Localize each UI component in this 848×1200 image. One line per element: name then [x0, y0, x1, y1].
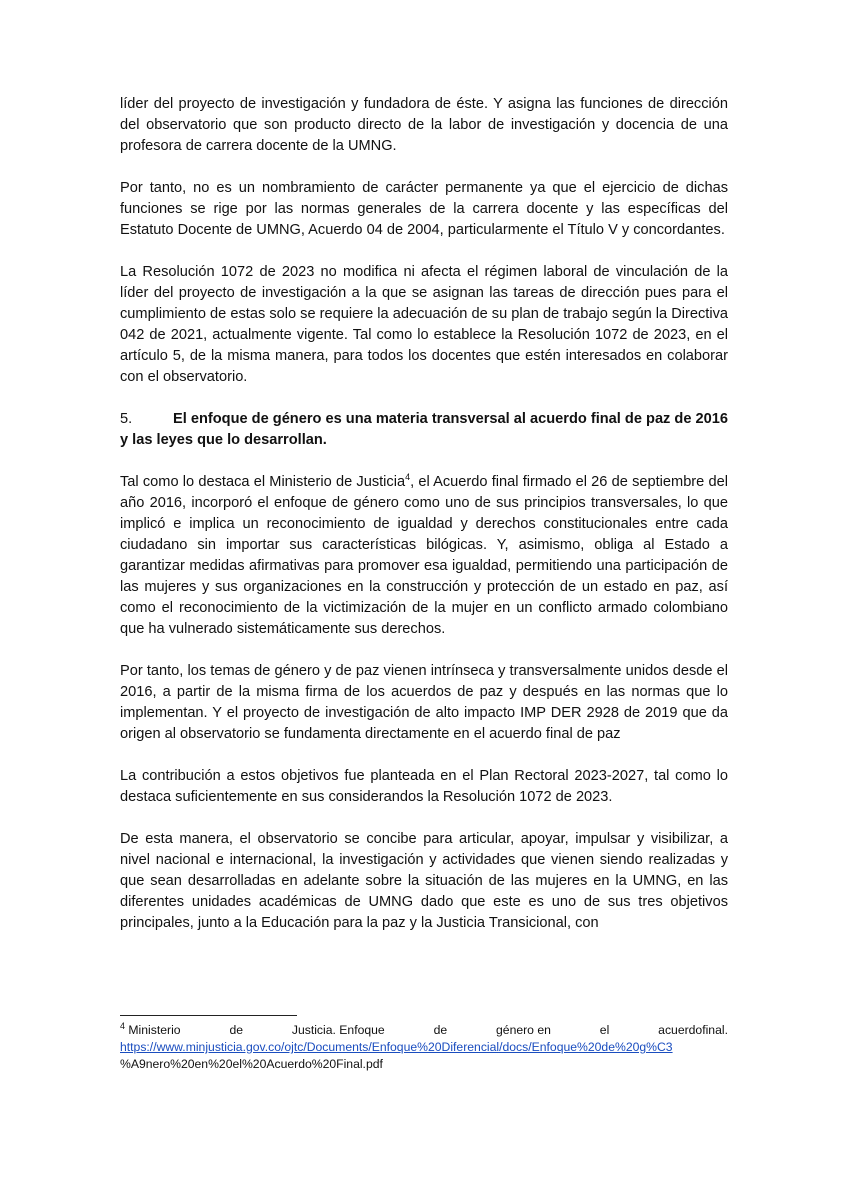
footnote-word: de: [433, 1023, 448, 1037]
paragraph-3: La Resolución 1072 de 2023 no modifica ni afecta el régimen laboral de vinculación de la líder del proyecto de investigación a la que se asignan las tareas de dirección pues para el cumplimiento de estas solo se requiere la adecuación de su plan de trabajo según la Directiva 042 de 2021, actualmente vigente. Tal como lo establece la Resolución 1072 de 2023, en el artículo 5, de la misma manera, para todos los docentes que estén interesados en colaborar con el observatorio.: [120, 264, 728, 385]
section-heading-5: [120, 409, 728, 451]
footnote-number: 4: [120, 1020, 126, 1031]
paragraph-2: Por tanto, no es un nombramiento de carácter permanente ya que el ejercicio de dichas funciones se rige por las normas generales de la carrera docente y las específicas del Estatuto Docente de UMNG, Acuerdo 04 de 2004, particularmente el Título V y concordantes.: [120, 180, 728, 238]
footnote-link[interactable]: https://www.minjusticia.gov.co/ojtc/Documents/Enfoque%20Diferencial/docs/Enfoque%20de%20g%C3: [120, 1040, 673, 1054]
paragraph-7: De esta manera, el observatorio se concibe para articular, apoyar, impulsar y visibilizar, a nivel nacional e internacional, la investigación y actividades que vienen siendo realizadas y que sean desarrolladas en adelante sobre la situación de las mujeres en la UMNG, en las diferentes unidades académicas de UMNG dado que este es uno de sus tres objetivos principales, junto a la Educación para la paz y la Justicia Transicional, con: [120, 831, 728, 931]
footnote-word: $^4$ Ministerio: [120, 1020, 181, 1037]
footnote-citation: [120, 1022, 728, 1039]
section-title: El enfoque de género es una materia transversal al acuerdo final de paz de 2016 y las leyes que lo desarrollan.: [120, 411, 728, 448]
footnote-reference[interactable]: 4: [405, 472, 411, 483]
footnote-word: el: [599, 1023, 610, 1037]
footnote-word: acuerdofinal.: [658, 1023, 728, 1037]
paragraph-1: líder del proyecto de investigación y fundadora de éste. Y asigna las funciones de dirección del observatorio que son producto directo de la labor de investigación y docencia de una profesora de carrera docente de la UMNG.: [120, 96, 728, 154]
footnote-word: género en: [496, 1023, 551, 1037]
paragraph-4-rest: , el Acuerdo final firmado el 26 de septiembre del año 2016, incorporó el enfoque de género como uno de sus principios transversales, lo que implicó e implica un reconocimiento de igualdad y derechos constitucionales entre cada ciudadano sin importar sus características bilógicas. Y, asimismo, obliga al Estado a garantizar medidas afirmativas para promover esa igualdad, permitiendo una participación de las mujeres y sus organizaciones en la construcción y protección de un estado en paz, así como el reconocimiento de la victimización de la mujer en un conflicto armado colombiano que ha vulnerado sistemáticamente sus derechos.: [120, 474, 728, 637]
document-body: [120, 94, 728, 955]
paragraph-6: La contribución a estos objetivos fue planteada en el Plan Rectoral 2023-2027, tal como lo destaca suficientemente en sus considerandos la Resolución 1072 de 2023.: [120, 768, 728, 805]
footnote-word: de: [229, 1023, 243, 1037]
section-number: 5.: [120, 411, 133, 427]
footnote-word: Justicia. Enfoque: [291, 1023, 385, 1037]
paragraph-4: [120, 472, 728, 640]
paragraph-5: Por tanto, los temas de género y de paz vienen intrínseca y transversalmente unidos desde el 2016, a partir de la misma firma de los acuerdos de paz y después en las normas que lo implementan. Y el proyecto de investigación de alto impacto IMP DER 2928 de 2019 que da origen al observatorio se fundamenta directamente en el acuerdo final de paz: [120, 663, 728, 742]
footnote: [120, 1022, 728, 1073]
footnote-url: [120, 1039, 728, 1073]
paragraph-4-start: Tal como lo destaca el Ministerio de Justicia: [120, 474, 406, 490]
footnote-link-tail: %A9nero%20en%20el%20Acuerdo%20Final.pdf: [120, 1057, 383, 1071]
footnote-divider: [120, 1015, 297, 1016]
